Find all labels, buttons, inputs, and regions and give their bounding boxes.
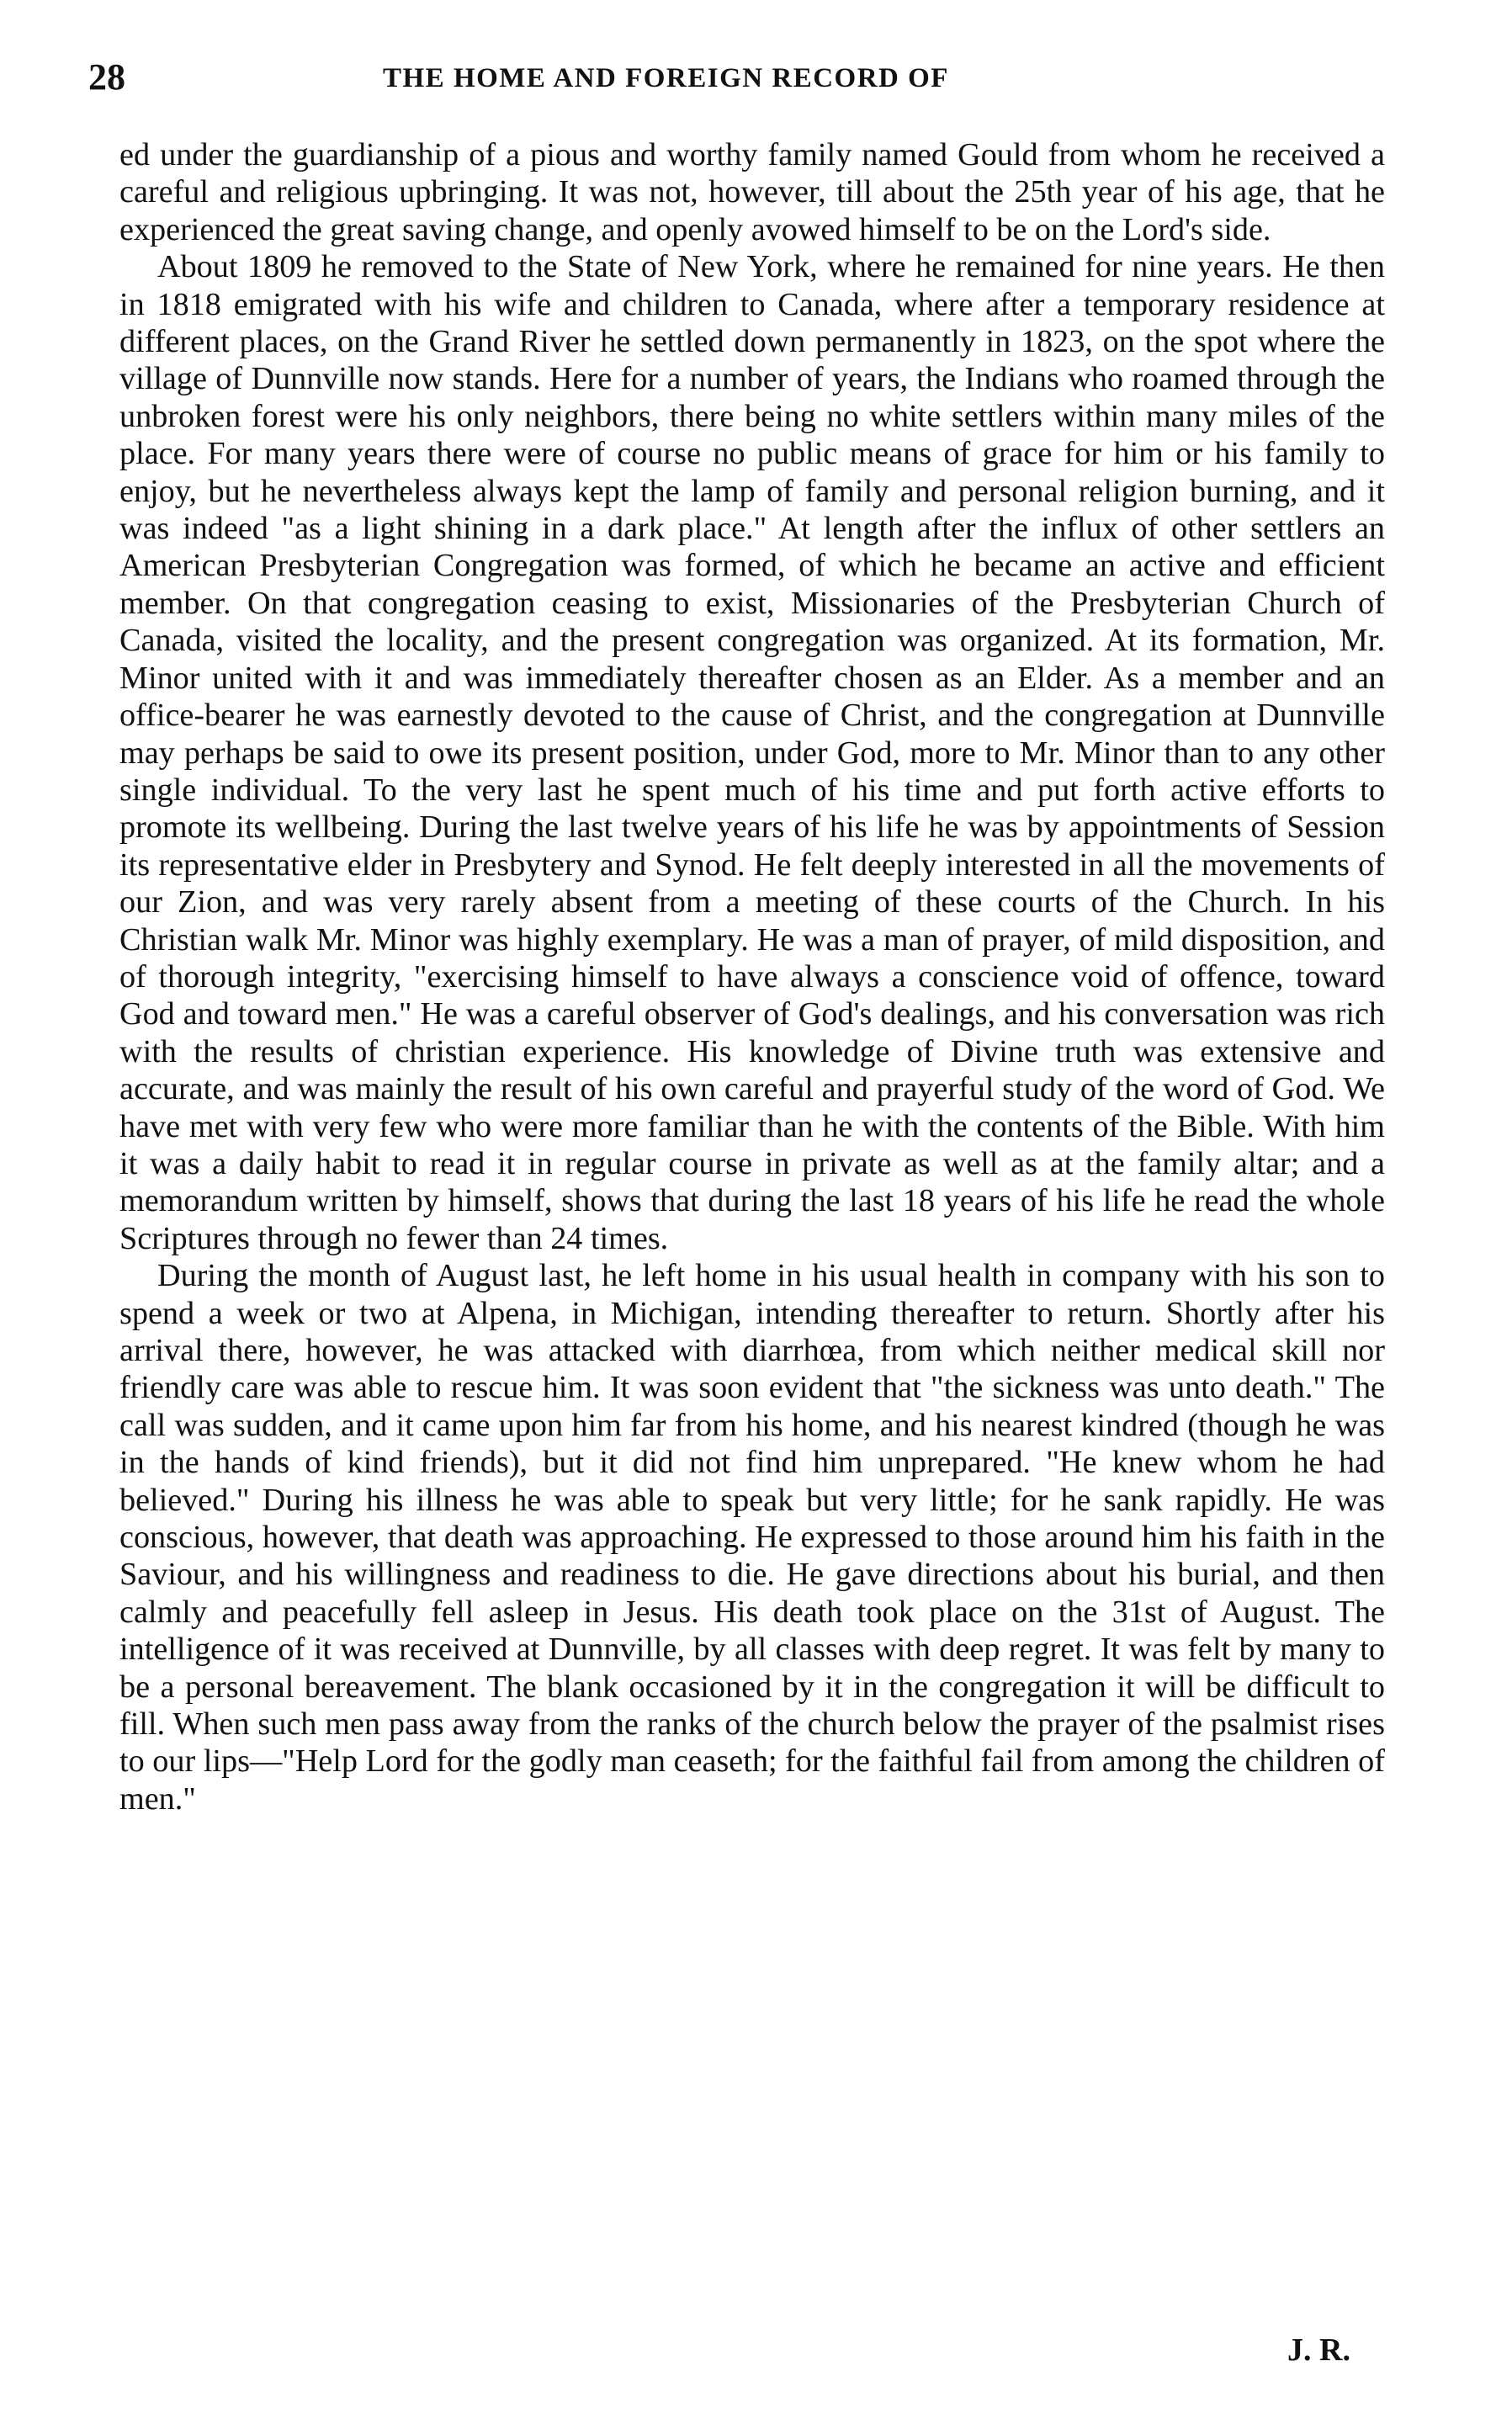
paragraph-continued: ed under the guardianship of a pious and worthy family named Gould from whom he received a careful and religious upbringing. It was not, however, till about the 25th year of his age, that he experienced the great saving change, and openly avowed himself to be on the Lord's side.: [119, 137, 1385, 247]
paragraph-death: During the month of August last, he left home in his usual health in company with his son to spend a week or two at Alpena, in Michigan, intending thereafter to return. Shortly after his arrival there, however, he was attacked with diarrhœa, from which neither medical skill nor friendly care was able to rescue him. It was soon evident that "the sickness was unto death." The call was sudden, and it came upon him far from his home, and his nearest kindred (though he was in the hands of kind friends), but it did not find him unprepared. "He knew whom he had believed." During his illness he was able to speak but very little; for he sank rapidly. He was conscious, however, that death was approaching. He expressed to those around him his faith in the Saviour, and his willingness and readiness to die. He gave directions about his burial, and then calmly and peacefully fell asleep in Jesus. His death took place on the 31st of August. The intelligence of it was received at Dunnville, by all classes with deep regret. It was felt by many to be a personal bereavement. The blank occasioned by it in the congregation it will be difficult to fill. When such men pass away from the ranks of the church below the prayer of the psalmist rises to our lips—"Help Lord for the godly man ceaseth; for the faithful fail from among the children of men.": [119, 1258, 1385, 1817]
page-number: 28: [88, 56, 125, 98]
author-signature: J. R.: [1287, 2332, 1350, 2368]
page-header: [88, 52, 1388, 103]
running-title: THE HOME AND FOREIGN RECORD OF: [383, 63, 949, 93]
article-body: [119, 136, 1385, 1817]
paragraph-biography: About 1809 he removed to the State of New York, where he remained for nine years. He then in 1818 emigrated with his wife and children to Canada, where after a temporary residence at different places, on the Grand River he settled down permanently in 1823, on the spot where the village of Dunnville now stands. Here for a number of years, the Indians who roamed through the unbroken forest were his only neighbors, there being no white settlers within many miles of the place. For many years there were of course no public means of grace for him or his family to enjoy, but he nevertheless always kept the lamp of family and personal religion burning, and it was indeed "as a light shining in a dark place." At length after the influx of other settlers an American Presbyterian Congregation was formed, of which he became an active and efficient member. On that congregation ceasing to exist, Missionaries of the Presbyterian Church of Canada, visited the locality, and the present congregation was organized. At its formation, Mr. Minor united with it and was immediately thereafter chosen as an Elder. As a member and an office-bearer he was earnestly devoted to the cause of Christ, and the congregation at Dunnville may perhaps be said to owe its present position, under God, more to Mr. Minor than to any other single individual. To the very last he spent much of his time and put forth active efforts to promote its wellbeing. During the last twelve years of his life he was by appointments of Session its representative elder in Presbytery and Synod. He felt deeply interested in all the movements of our Zion, and was very rarely absent from a meeting of these courts of the Church. In his Christian walk Mr. Minor was highly exemplary. He was a man of prayer, of mild disposition, and of thorough integrity, "exercising himself to have always a conscience void of offence, toward God and toward men." He was a careful observer of God's dealings, and his conversation was rich with the results of christian experience. His knowledge of Divine truth was extensive and accurate, and was mainly the result of his own careful and prayerful study of the word of God. We have met with very few who were more familiar than he with the contents of the Bible. With him it was a daily habit to read it in regular course in private as well as at the family altar; and a memorandum written by himself, shows that during the last 18 years of his life he read the whole Scriptures through no fewer than 24 times.: [119, 249, 1385, 1256]
